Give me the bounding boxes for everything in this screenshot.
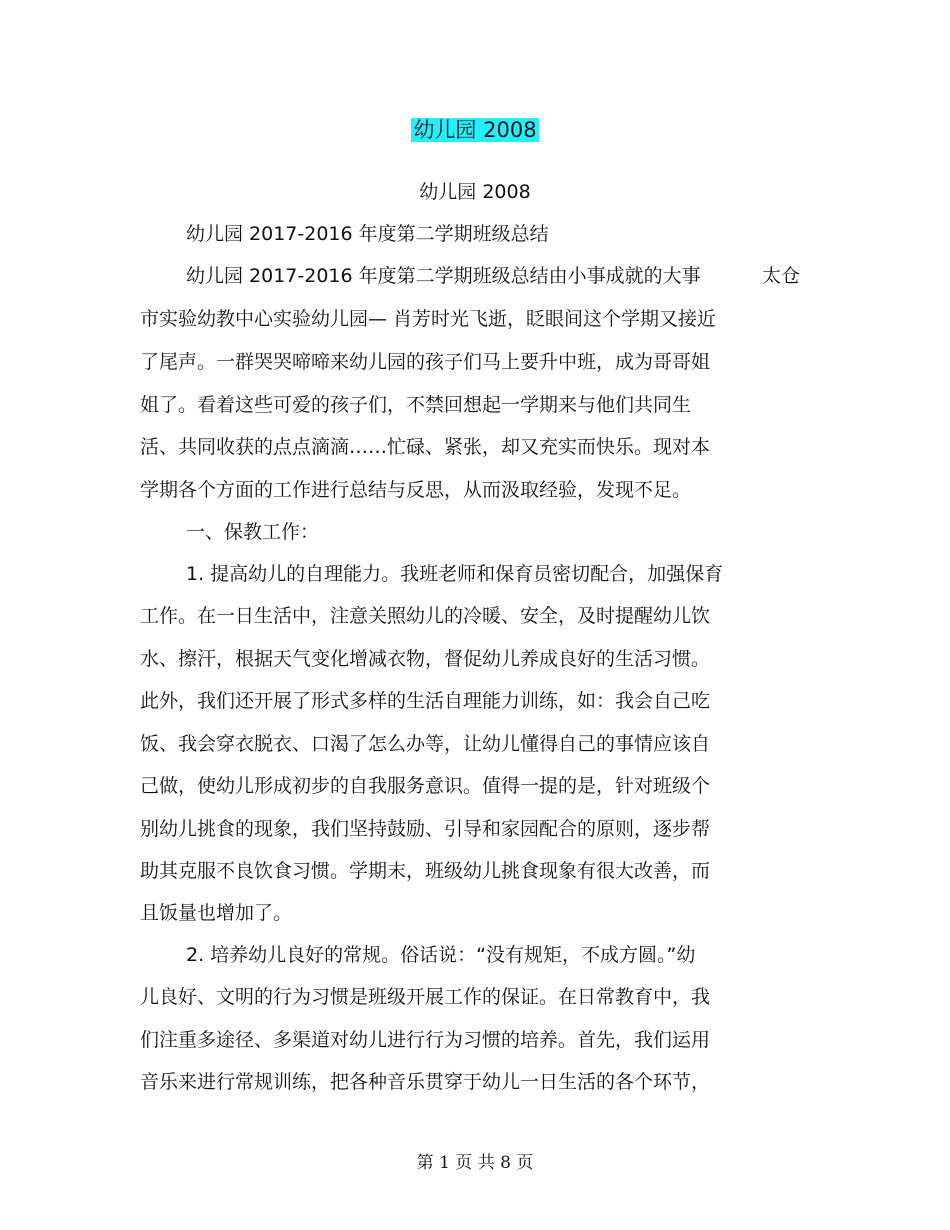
body-line: 饭、我会穿衣脱衣、口渴了怎么办等，让幼儿懂得自己的事情应该自 [140, 733, 711, 755]
body-line: 助其克服不良饮食习惯。学期末，班级幼儿挑食现象有很大改善，而 [140, 860, 711, 882]
body-line: 市实验幼教中心实验幼儿园— 肖芳时光飞逝，眨眼间这个学期又接近 [140, 308, 717, 330]
section-heading: 一、保教工作： [186, 521, 320, 543]
body-line: 活、共同收获的点点滴滴……忙碌、紧张，却又充实而快乐。现对本 [140, 436, 711, 458]
body-line: 们注重多途径、多渠道对幼儿进行行为习惯的培养。首先，我们运用 [140, 1029, 711, 1051]
document-title [0, 114, 950, 146]
body-line: 音乐来进行常规训练，把各种音乐贯穿于幼儿一日生活的各个环节， [140, 1071, 711, 1093]
body-line: 2. 培养幼儿良好的常规。俗话说：“没有规矩，不成方圆。”幼 [186, 944, 696, 966]
body-line-tail: 太仓 [762, 265, 801, 287]
body-line: 别幼儿挑食的现象，我们坚持鼓励、引导和家园配合的原则，逐步帮 [140, 818, 711, 840]
page-footer: 第 1 页 共 8 页 [416, 1153, 534, 1173]
body-line: 1. 提高幼儿的自理能力。我班老师和保育员密切配合，加强保育 [186, 563, 724, 585]
body-line: 己做，使幼儿形成初步的自我服务意识。值得一提的是，针对班级个 [140, 775, 711, 797]
body-line: 儿良好、文明的行为习惯是班级开展工作的保证。在日常教育中，我 [140, 986, 711, 1008]
body-line: 此外，我们还开展了形式多样的生活自理能力训练，如：我会自己吃 [140, 690, 711, 712]
document-subtitle: 幼儿园 2008 [419, 181, 531, 203]
body-line: 了尾声。一群哭哭啼啼来幼儿园的孩子们马上要升中班，成为哥哥姐 [140, 351, 711, 373]
body-line: 工作。在一日生活中，注意关照幼儿的冷暖、安全，及时提醒幼儿饮 [140, 605, 711, 627]
body-line: 水、擦汗，根据天气变化增减衣物，督促幼儿养成良好的生活习惯。 [140, 648, 711, 670]
body-line: 且饭量也增加了。 [140, 902, 293, 924]
body-line: 幼儿园 2017-2016 年度第二学期班级总结由小事成就的大事 [186, 265, 701, 287]
body-line: 姐了。看着这些可爱的孩子们，不禁回想起一学期来与他们共同生 [140, 394, 692, 416]
body-line: 学期各个方面的工作进行总结与反思，从而汲取经验，发现不足。 [140, 479, 692, 501]
heading-line: 幼儿园 2017-2016 年度第二学期班级总结 [186, 223, 549, 245]
document-title-highlight: 幼儿园 2008 [413, 118, 537, 142]
